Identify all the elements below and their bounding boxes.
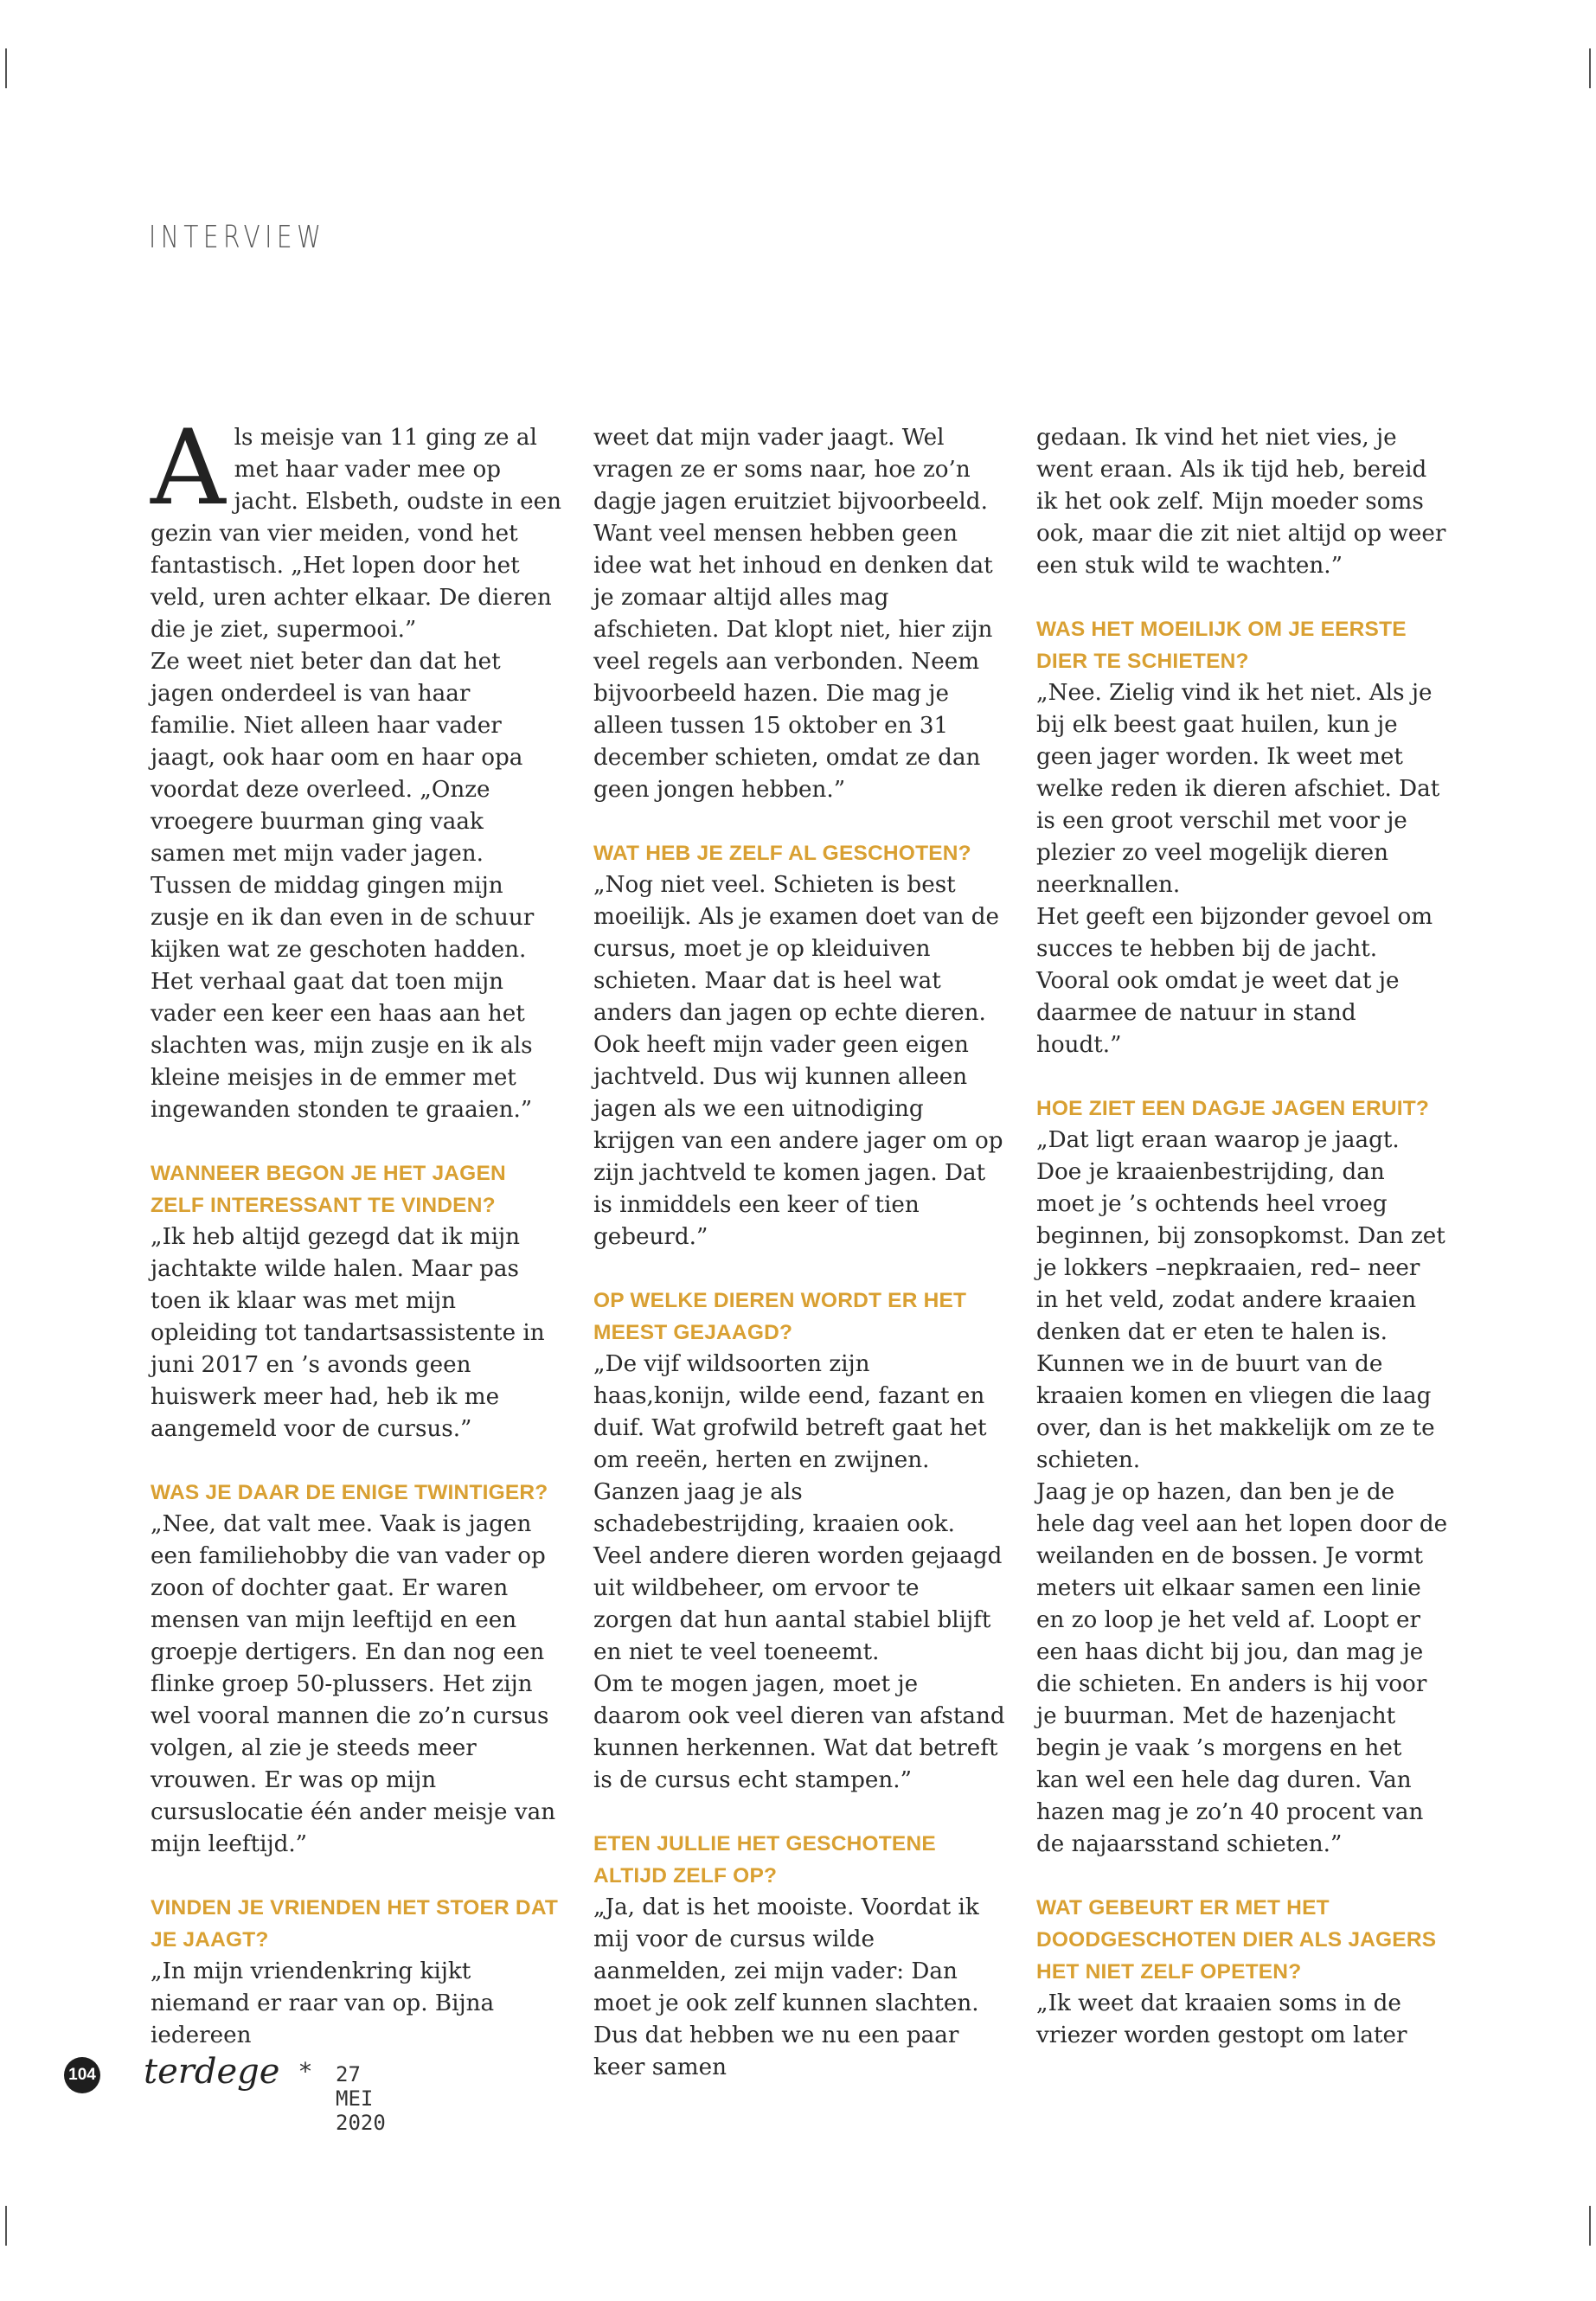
answer-paragraph: „Ja, dat is het mooiste. Voordat ik mij voor de cursus wilde aanmelden, zei mijn vader: Dan moet je ook zelf kunnen slachten. Dus dat hebben we nu een paar keer samen	[593, 1894, 979, 2080]
drop-cap: A	[151, 408, 226, 529]
question-heading: WAS JE DAAR DE ENIGE TWINTIGER?	[151, 1481, 548, 1504]
question-heading: OP WELKE DIEREN WORDT ER HET MEEST GEJAAGD?	[593, 1289, 967, 1344]
article-column-3	[1036, 422, 1448, 2052]
question-heading: WAS HET MOEILIJK OM JE EERSTE DIER TE SCHIETEN?	[1036, 618, 1407, 673]
answer-paragraph: „Nog niet veel. Schieten is best moeilijk. Als je examen doet van de cursus, moet je op kleiduiven schieten. Maar dat is heel wat anders dan jagen op echte dieren. Ook heeft mijn vader geen eigen jachtveld. Dus wij kunnen alleen jagen als we een uitnodiging krijgen van een andere jager om op zijn jachtveld te komen jagen. Dat is inmiddels een keer of tien gebeurd.”	[593, 872, 1003, 1250]
question-heading: HOE ZIET EEN DAGJE JAGEN ERUIT?	[1036, 1097, 1430, 1120]
answer-paragraph: „Dat ligt eraan waarop je jaagt. Doe je kraaienbestrijding, dan moet je ’s ochtends heel vroeg beginnen, bij zonsopkomst. Dan zet je lokkers –nepkraaien, red– neer in het veld, zodat andere kraaien denken dat er eten te halen is. Kunnen we in de buurt van de kraaien komen en vliegen die laag over, dan is het makkelijk om ze te schieten.	[1036, 1127, 1445, 1473]
answer-paragraph: „De vijf wildsoorten zijn haas,konijn, wilde eend, fazant en duif. Wat grofwild betreft gaat het om reeën, herten en zwijnen. Ganzen jaag je als schadebestrijding, kraaien ook. Veel andere dieren worden gejaagd uit wildbeheer, om ervoor te zorgen dat hun aantal stabiel blijft en niet te veel toeneemt.	[593, 1351, 1003, 1665]
answer-paragraph: „Nee, dat valt mee. Vaak is jagen een familiehobby die van vader op zoon of dochter gaat. Er waren mensen van mijn leeftijd en een groepje dertigers. En dan nog een flinke groep 50-plussers. Het zijn wel vooral mannen die zo’n cursus volgen, al zie je steeds meer vrouwen. Er was op mijn cursuslocatie één ander meisje van mijn leeftijd.”	[151, 1511, 556, 1857]
body-paragraph: Ze weet niet beter dan dat het jagen onderdeel is van haar familie. Niet alleen haar vader jaagt, ook haar oom en haar opa voordat deze overleed. „Onze vroegere buurman ging vaak samen met mijn vader jagen. Tussen de middag gingen mijn zusje en ik dan even in de schuur kijken wat ze geschoten hadden. Het verhaal gaat dat toen mijn vader een keer een haas aan het slachten was, mijn zusje en ik als kleine meisjes in de emmer met ingewanden stonden te graaien.”	[151, 649, 535, 1123]
crop-mark-bottom-right	[1589, 2206, 1591, 2246]
answer-paragraph: „Ik weet dat kraaien soms in de vriezer worden gestopt om later	[1036, 1990, 1407, 2048]
answer-paragraph: gedaan. Ik vind het niet vies, je went eraan. Als ik tijd heb, bereid ik het ook zelf. Mijn moeder soms ook, maar die zit niet altijd op weer een stuk wild te wachten.”	[1036, 425, 1446, 579]
crop-mark-top-right	[1589, 48, 1591, 88]
article-column-2	[593, 422, 1005, 2084]
article-column-1	[151, 408, 562, 2052]
question-heading: WANNEER BEGON JE HET JAGEN ZELF INTERESSANT TE VINDEN?	[151, 1162, 506, 1217]
page-number-badge: 104	[64, 2057, 100, 2093]
answer-paragraph: Jaag je op hazen, dan ben je de hele dag veel aan het lopen door de weilanden en de bossen. Je vormt meters uit elkaar samen een linie en zo loop je het veld af. Loopt er een haas dicht bij jou, dan mag je die schieten. En anders is hij voor je buurman. Met de hazenjacht begin je vaak ’s morgens en het kan wel een hele dag duren. Van hazen mag je zo’n 40 procent van de najaarsstand schieten.”	[1036, 1479, 1448, 1857]
section-label: INTERVIEW	[149, 220, 326, 255]
answer-paragraph: „Nee. Zielig vind ik het niet. Als je bij elk beest gaat huilen, kun je geen jager worden. Ik weet met welke reden ik dieren afschiet. Dat is een groot verschil met voor je plezier zo veel mogelijk dieren neerknallen.	[1036, 680, 1440, 898]
crop-mark-top-left	[5, 48, 7, 88]
answer-paragraph: „Ik heb altijd gezegd dat ik mijn jachtakte wilde halen. Maar pas toen ik klaar was met mijn opleiding tot tandartsassistente in juni 2017 en ’s avonds geen huiswerk meer had, heb ik me aangemeld voor de cursus.”	[151, 1224, 545, 1442]
issue-date: 27 MEI 2020	[336, 2062, 386, 2135]
answer-paragraph: Het geeft een bijzonder gevoel om succes te hebben bij de jacht. Vooral ook omdat je weet dat je daarmee de natuur in stand houdt.”	[1036, 904, 1433, 1058]
intro-paragraph	[151, 408, 562, 646]
magazine-logo: terdege	[144, 2052, 280, 2092]
crop-mark-bottom-left	[5, 2206, 7, 2246]
intro-text: ls meisje van 11 ging ze al met haar vader mee op jacht. Elsbeth, oudste in een gezin van vier meiden, vond het fantastisch. „Het lopen door het veld, uren achter elkaar. De dieren die je ziet, supermooi.”	[151, 425, 561, 643]
answer-paragraph: weet dat mijn vader jaagt. Wel vragen ze er soms naar, hoe zo’n dagje jagen eruitziet bijvoorbeeld. Want veel mensen hebben geen idee wat het inhoud en denken dat je zomaar altijd alles mag afschieten. Dat klopt niet, hier zijn veel regels aan verbonden. Neem bijvoorbeeld hazen. Die mag je alleen tussen 15 oktober en 31 december schieten, omdat ze dan geen jongen hebben.”	[593, 425, 993, 803]
asterisk-separator-icon: *	[299, 2057, 311, 2086]
answer-paragraph: Om te mogen jagen, moet je daarom ook veel dieren van afstand kunnen herkennen. Wat dat betreft is de cursus echt stampen.”	[593, 1671, 1005, 1793]
question-heading: ETEN JULLIE HET GESCHOTENE ALTIJD ZELF OP?	[593, 1832, 936, 1888]
question-heading: WAT GEBEURT ER MET HET DOODGESCHOTEN DIER ALS JAGERS HET NIET ZELF OPETEN?	[1036, 1896, 1437, 1984]
question-heading: WAT HEB JE ZELF AL GESCHOTEN?	[593, 842, 971, 865]
answer-paragraph: „In mijn vriendenkring kijkt niemand er raar van op. Bijna iedereen	[151, 1958, 495, 2048]
question-heading: VINDEN JE VRIENDEN HET STOER DAT JE JAAGT?	[151, 1896, 559, 1952]
